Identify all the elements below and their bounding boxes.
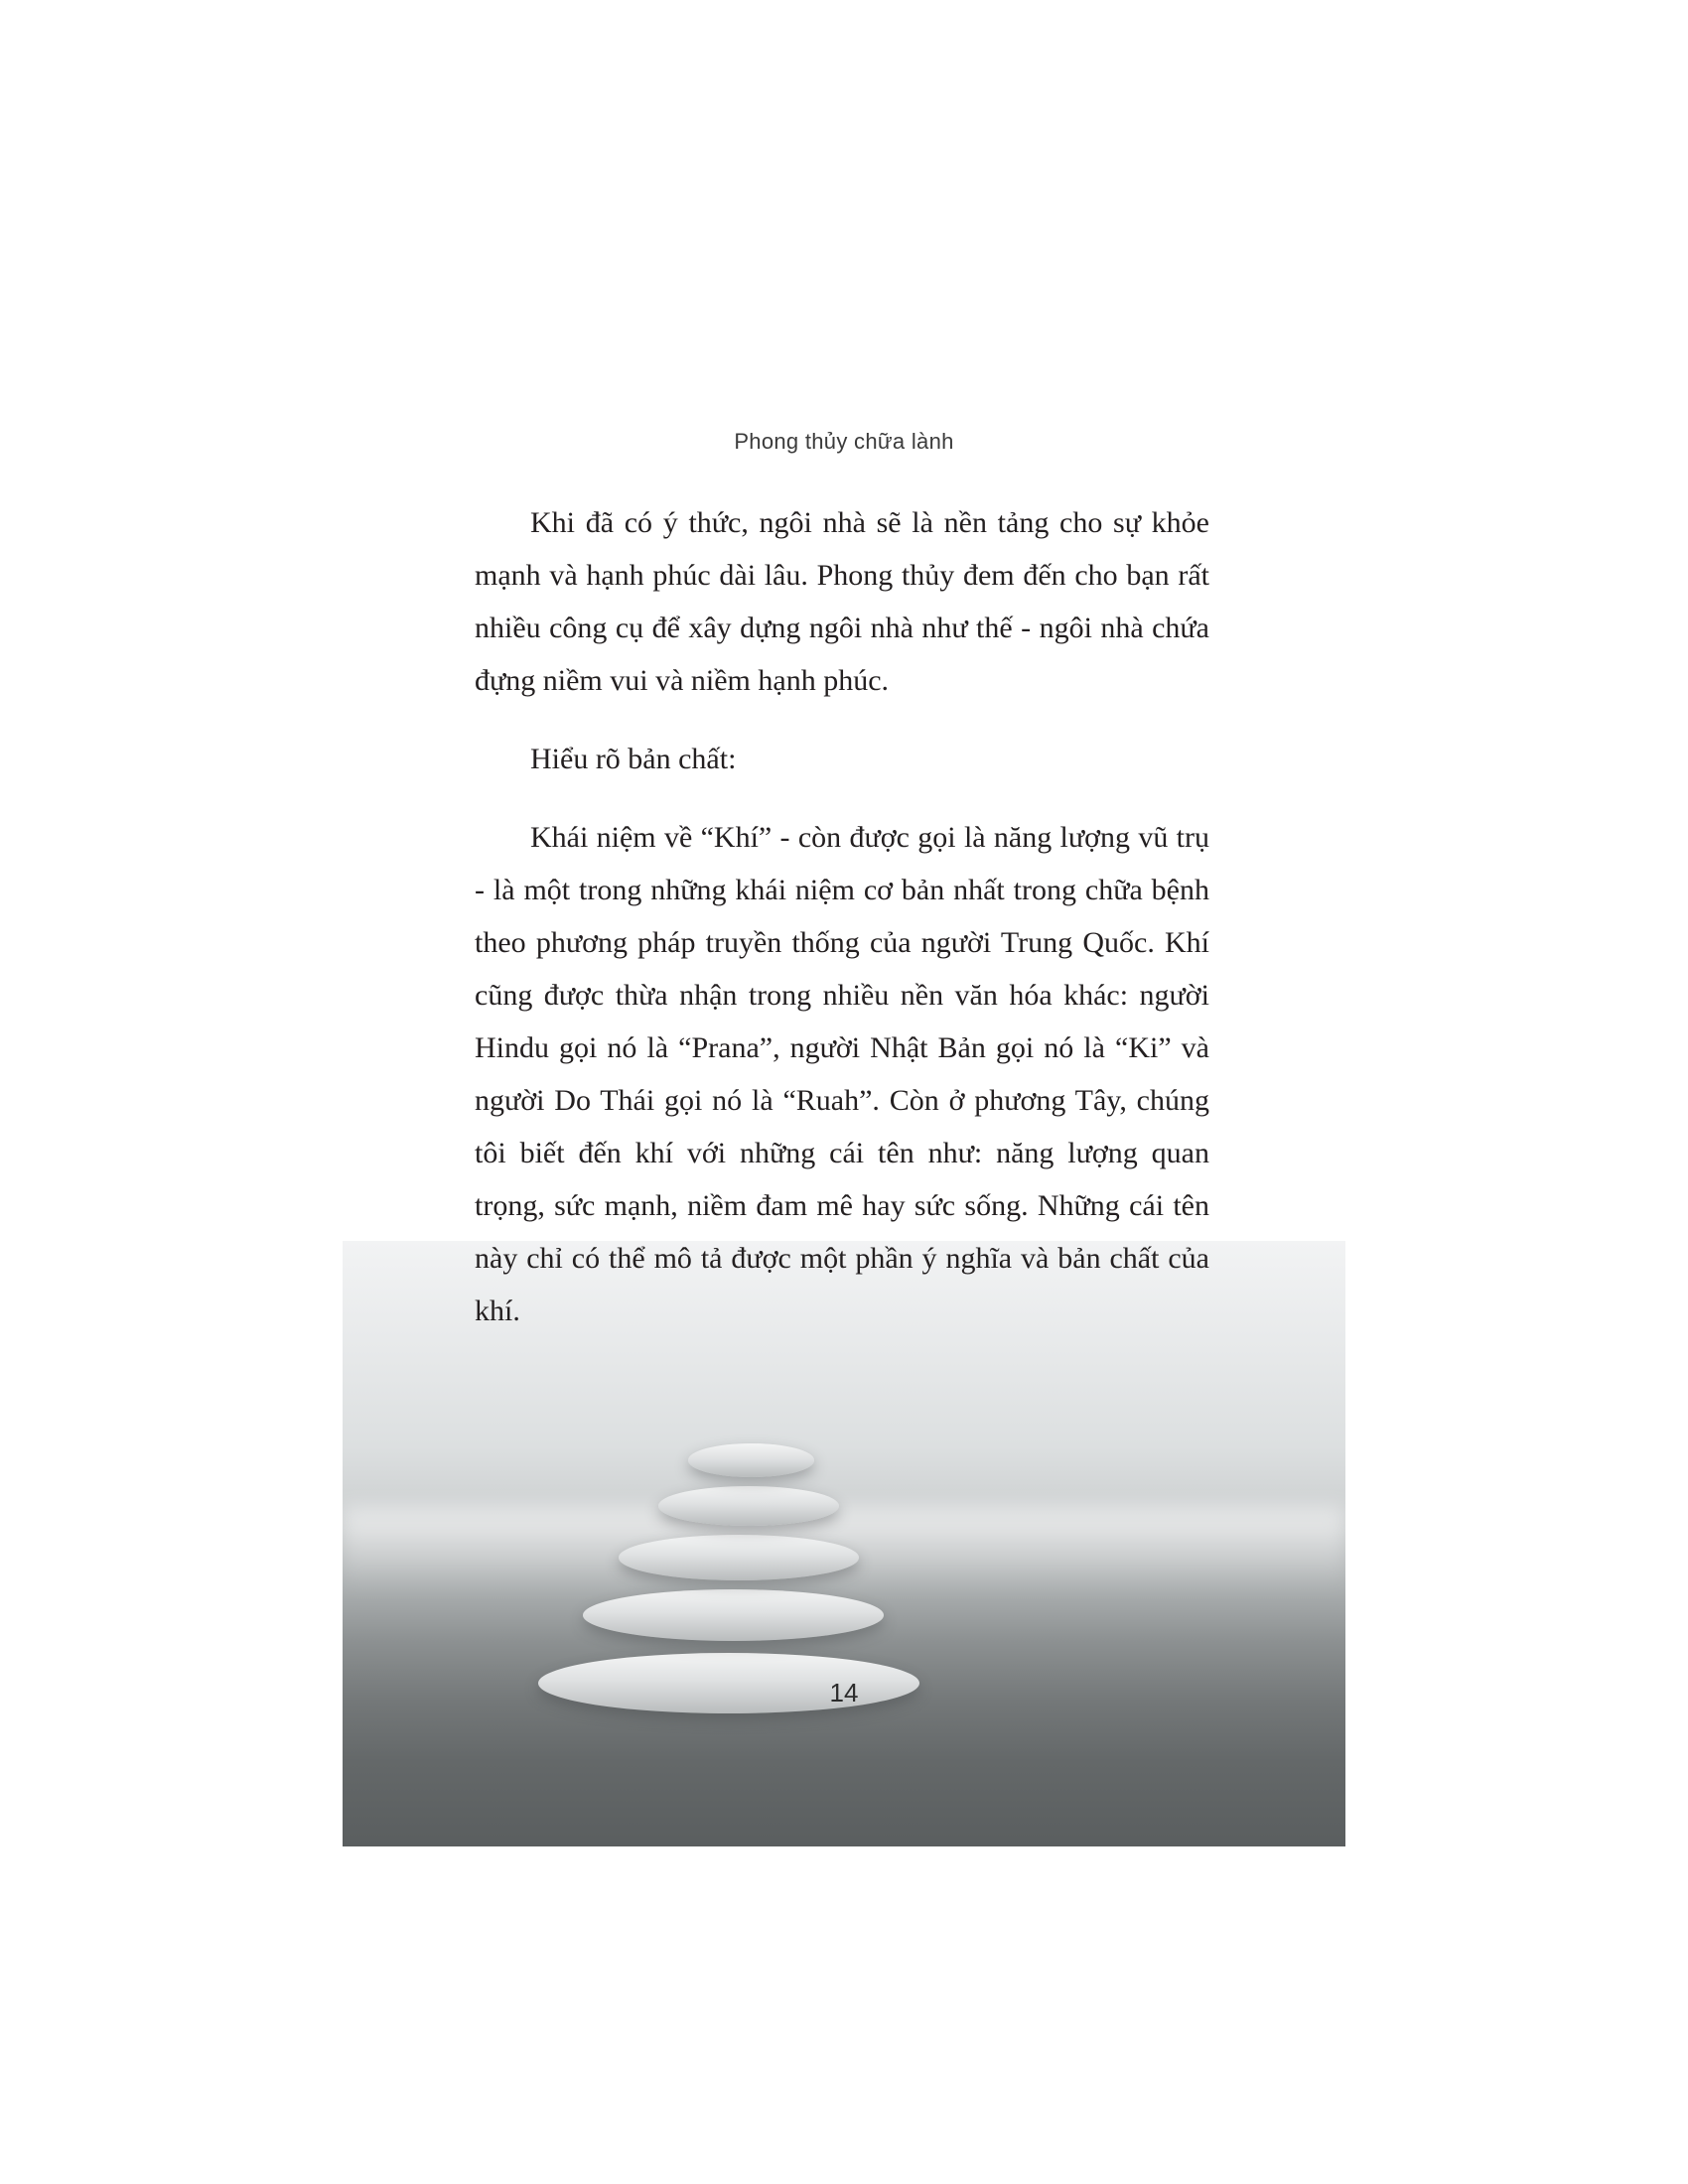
- running-head: Phong thủy chữa lành: [734, 429, 954, 454]
- paragraph-2: Hiểu rõ bản chất:: [530, 743, 737, 775]
- paragraph-1: Khi đã có ý thức, ngôi nhà sẽ là nền tảng cho sự khỏe mạnh và hạnh phúc dài lâu. Phong thủy đem đến cho bạn rất nhiều công cụ để xây dựng ngôi nhà như thế - ngôi nhà chứa đựng niềm vui và niềm hạnh phúc.: [475, 506, 1209, 697]
- body-text: [475, 496, 1209, 1343]
- stone-top: [688, 1443, 813, 1477]
- paragraph-3: Khái niệm về “Khí” - còn được gọi là năng lượng vũ trụ - là một trong những khái niệm cơ bản nhất trong chữa bệnh theo phương pháp truyền thống của người Trung Quốc. Khí cũng được thừa nhận trong nhiều nền văn hóa khác: người Hindu gọi nó là “Prana”, người Nhật Bản gọi nó là “Ki” và người Do Thái gọi nó là “Ruah”. Còn ở phương Tây, chúng tôi biết đến khí với những cái tên như: năng lượng quan trọng, sức mạnh, niềm đam mê hay sức sống. Những cái tên này chỉ có thể mô tả được một phần ý nghĩa và bản chất của khí.: [475, 821, 1209, 1327]
- page-number: 14: [829, 1678, 859, 1707]
- stone-second: [658, 1486, 839, 1526]
- stone-third: [619, 1535, 859, 1580]
- stone-fourth: [583, 1589, 884, 1641]
